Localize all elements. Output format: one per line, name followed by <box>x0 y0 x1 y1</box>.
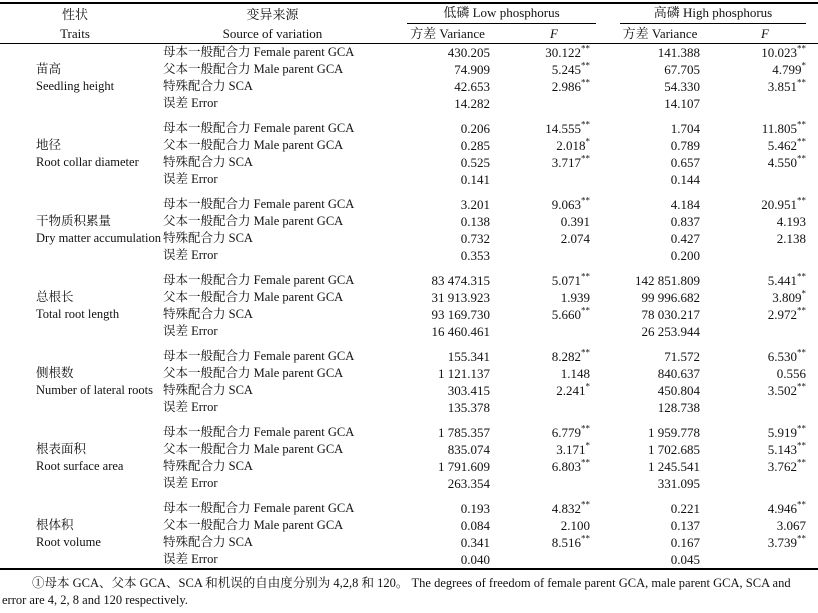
high-f-value: 4.193 <box>776 214 807 229</box>
high-variance-value: 0.144 <box>670 172 700 187</box>
high-variance-value: 331.095 <box>657 476 700 491</box>
source-label: 误差 Error <box>163 248 218 262</box>
significance-mark: ** <box>581 533 590 544</box>
source-label: 父本一般配合力 Male parent GCA <box>163 62 344 76</box>
trait-name-zh: 总根长 <box>36 290 74 304</box>
low-variance-value: 0.285 <box>460 138 490 153</box>
low-variance-value: 1 791.609 <box>438 459 490 474</box>
significance-mark: ** <box>581 119 590 130</box>
source-label: 误差 Error <box>163 172 218 186</box>
low-f-value: 1.939 <box>560 290 590 305</box>
high-variance-value: 142 851.809 <box>635 273 700 288</box>
significance-mark: ** <box>797 381 807 392</box>
high-phosphorus-group-header <box>608 3 818 24</box>
significance-mark: * <box>801 60 807 71</box>
table-row <box>0 340 818 365</box>
trait-name-zh: 侧根数 <box>36 366 74 380</box>
low-variance-value: 42.653 <box>454 79 490 94</box>
high-f-value <box>712 399 818 416</box>
trait-group <box>0 188 818 264</box>
low-variance-value: 0.138 <box>460 214 490 229</box>
source-label: 母本一般配合力 Female parent GCA <box>163 501 355 515</box>
low-variance-value: 155.341 <box>447 349 490 364</box>
low-variance-value: 835.074 <box>447 442 490 457</box>
high-variance-value: 71.572 <box>664 349 700 364</box>
trait-name-zh: 苗高 <box>36 62 62 76</box>
trait-group <box>0 264 818 340</box>
high-f-value <box>712 247 818 264</box>
low-f-value: 2.100 <box>560 518 590 533</box>
header-row-groups <box>0 3 818 24</box>
high-variance-value: 450.804 <box>657 383 700 398</box>
low-variance-value: 135.378 <box>447 400 490 415</box>
significance-mark: ** <box>581 153 590 164</box>
trait-name-en: Dry matter accumulation <box>36 231 161 245</box>
low-variance-value: 1 785.357 <box>438 425 490 440</box>
high-variance-value: 141.388 <box>657 45 700 60</box>
high-variance-value: 0.657 <box>670 155 700 170</box>
high-phosphorus-label: 高磷 High phosphorus <box>620 4 806 24</box>
low-variance-value: 0.141 <box>460 172 490 187</box>
high-variance-value: 1.704 <box>670 121 700 136</box>
table-row <box>0 44 818 62</box>
source-column-header <box>150 3 395 44</box>
trait-group <box>0 112 818 188</box>
high-variance-value: 0.137 <box>670 518 700 533</box>
high-f-value: 2.138 <box>776 231 807 246</box>
trait-name-en: Seedling height <box>36 79 115 93</box>
high-variance-value: 0.167 <box>670 535 700 550</box>
low-variance-value: 74.909 <box>454 62 490 77</box>
significance-mark: ** <box>797 136 807 147</box>
high-f-value: 5.143** <box>767 440 807 457</box>
source-header-zh: 变异来源 <box>246 6 299 22</box>
traits-column-header <box>0 3 150 44</box>
high-variance-value: 26 253.944 <box>641 324 700 339</box>
high-variance-value: 1 245.541 <box>648 459 700 474</box>
low-f-value <box>500 323 608 340</box>
trait-group <box>0 416 818 492</box>
trait-label <box>0 44 150 113</box>
significance-mark: ** <box>797 457 807 468</box>
source-label: 父本一般配合力 Male parent GCA <box>163 214 344 228</box>
high-f-value <box>712 323 818 340</box>
low-f-value: 9.063** <box>551 195 590 212</box>
table-row <box>0 188 818 213</box>
trait-name-en: Total root length <box>36 307 120 321</box>
source-label: 误差 Error <box>163 476 218 490</box>
low-variance-value: 0.353 <box>460 248 490 263</box>
trait-label <box>0 416 150 492</box>
significance-mark: ** <box>797 77 807 88</box>
high-f-value: 10.023** <box>761 43 807 60</box>
trait-group <box>0 492 818 569</box>
high-variance-value: 4.184 <box>670 197 700 212</box>
low-variance-value: 3.201 <box>460 197 490 212</box>
trait-name-en: Root volume <box>36 535 101 549</box>
high-variance-value: 0.200 <box>670 248 700 263</box>
source-label: 特殊配合力 SCA <box>163 383 253 397</box>
low-f-value: 2.241* <box>556 381 590 398</box>
high-f-value <box>712 171 818 188</box>
low-variance-value: 0.525 <box>460 155 490 170</box>
trait-label <box>0 188 161 264</box>
low-f-value <box>500 551 608 569</box>
trait-label <box>0 340 153 416</box>
low-variance-value: 0.040 <box>460 552 490 567</box>
high-variance-value: 0.789 <box>670 138 700 153</box>
trait-name-en: Number of lateral roots <box>36 383 153 397</box>
trait-name-en: Root collar diameter <box>36 155 139 169</box>
significance-mark: ** <box>581 423 590 434</box>
trait-name-zh: 根表面积 <box>36 442 87 456</box>
high-f-value: 4.946** <box>767 499 807 516</box>
low-f-value: 2.074 <box>560 231 590 246</box>
low-phosphorus-group-header <box>395 3 608 24</box>
high-variance-value: 0.837 <box>670 214 700 229</box>
significance-mark: * <box>585 440 590 451</box>
low-f-value: 30.122** <box>545 43 590 60</box>
source-label: 误差 Error <box>163 400 218 414</box>
low-f-value: 5.245** <box>551 60 590 77</box>
high-variance-value: 0.045 <box>670 552 700 567</box>
source-label: 母本一般配合力 Female parent GCA <box>163 121 355 135</box>
high-variance-header: 方差 Variance <box>608 24 712 44</box>
trait-name-zh: 干物质积累量 <box>36 214 112 228</box>
trait-group <box>0 44 818 113</box>
source-label: 特殊配合力 SCA <box>163 155 253 169</box>
high-f-value: 2.972** <box>767 305 807 322</box>
low-variance-value: 303.415 <box>447 383 490 398</box>
high-variance-value: 67.705 <box>664 62 700 77</box>
low-f-value: 3.171* <box>556 440 590 457</box>
source-label: 父本一般配合力 Male parent GCA <box>163 290 344 304</box>
low-variance-value: 0.084 <box>460 518 490 533</box>
high-f-value: 0.556 <box>776 366 807 381</box>
significance-mark: ** <box>797 305 807 316</box>
significance-mark: ** <box>797 533 807 544</box>
low-f-value: 1.148 <box>560 366 590 381</box>
significance-mark: ** <box>797 119 807 130</box>
high-f-value: 3.067 <box>776 518 807 533</box>
high-variance-value: 1 702.685 <box>648 442 700 457</box>
significance-mark: ** <box>581 43 590 54</box>
high-f-value: 3.762** <box>767 457 807 474</box>
source-label: 误差 Error <box>163 324 218 338</box>
high-f-value: 6.530** <box>767 347 807 364</box>
significance-mark: ** <box>797 347 807 358</box>
low-phosphorus-label: 低磷 Low phosphorus <box>407 4 596 24</box>
low-variance-value: 0.341 <box>460 535 490 550</box>
high-variance-value: 0.221 <box>670 501 700 516</box>
table-header <box>0 3 818 44</box>
low-f-value: 8.282** <box>551 347 590 364</box>
low-f-value <box>500 475 608 492</box>
source-label: 误差 Error <box>163 552 218 566</box>
source-label: 母本一般配合力 Female parent GCA <box>163 349 355 363</box>
high-f-value: 4.550** <box>767 153 807 170</box>
low-f-value: 5.660** <box>551 305 590 322</box>
source-label: 父本一般配合力 Male parent GCA <box>163 366 344 380</box>
significance-mark: ** <box>581 305 590 316</box>
significance-mark: ** <box>797 43 807 54</box>
trait-group <box>0 340 818 416</box>
low-variance-value: 93 169.730 <box>431 307 490 322</box>
high-variance-value: 99 996.682 <box>641 290 700 305</box>
low-f-value: 14.555** <box>545 119 590 136</box>
low-variance-value: 263.354 <box>447 476 490 491</box>
high-variance-value: 128.738 <box>657 400 700 415</box>
trait-name-en: Root surface area <box>36 459 124 473</box>
low-f-value: 6.779** <box>551 423 590 440</box>
low-f-header: F <box>500 24 608 44</box>
high-f-value: 4.799* <box>772 60 807 77</box>
source-header-en: Source of variation <box>222 25 323 41</box>
high-variance-value: 78 030.217 <box>641 307 700 322</box>
significance-mark: ** <box>797 271 807 282</box>
source-label: 特殊配合力 SCA <box>163 307 253 321</box>
low-f-value <box>500 247 608 264</box>
low-variance-value: 31 913.923 <box>431 290 490 305</box>
low-f-value: 0.391 <box>560 214 590 229</box>
source-label: 特殊配合力 SCA <box>163 231 253 245</box>
high-f-value: 5.919** <box>767 423 807 440</box>
low-f-value: 3.717** <box>551 153 590 170</box>
significance-mark: ** <box>797 153 807 164</box>
high-variance-value: 54.330 <box>664 79 700 94</box>
anova-table <box>0 2 818 570</box>
traits-header-en: Traits <box>60 25 90 41</box>
low-variance-value: 430.205 <box>447 45 490 60</box>
source-label: 父本一般配合力 Male parent GCA <box>163 442 344 456</box>
low-variance-value: 16 460.461 <box>431 324 490 339</box>
high-variance-value: 0.427 <box>670 231 700 246</box>
low-f-value: 8.516** <box>551 533 590 550</box>
traits-header-zh: 性状 <box>61 6 88 22</box>
trait-label <box>0 492 150 569</box>
source-label: 特殊配合力 SCA <box>163 535 253 549</box>
source-label: 母本一般配合力 Female parent GCA <box>163 45 355 59</box>
significance-mark: ** <box>581 499 590 510</box>
trait-name-zh: 根体积 <box>36 518 74 532</box>
trait-label <box>0 112 150 188</box>
high-f-value <box>712 551 818 569</box>
significance-mark: * <box>585 136 590 147</box>
high-f-value: 3.851** <box>767 77 807 94</box>
high-variance-value: 1 959.778 <box>648 425 700 440</box>
low-f-value: 5.071** <box>551 271 590 288</box>
high-variance-value: 840.637 <box>657 366 700 381</box>
trait-label <box>0 264 150 340</box>
source-label: 母本一般配合力 Female parent GCA <box>163 425 355 439</box>
low-variance-header: 方差 Variance <box>395 24 500 44</box>
source-label: 父本一般配合力 Male parent GCA <box>163 518 344 532</box>
low-variance-value: 1 121.137 <box>438 366 490 381</box>
low-variance-value: 14.282 <box>454 96 490 111</box>
source-label: 母本一般配合力 Female parent GCA <box>163 197 355 211</box>
low-f-value: 2.986** <box>551 77 590 94</box>
significance-mark: ** <box>797 195 807 206</box>
high-f-value: 3.502** <box>767 381 807 398</box>
significance-mark: ** <box>581 77 590 88</box>
significance-mark: ** <box>581 271 590 282</box>
low-variance-value: 83 474.315 <box>431 273 490 288</box>
low-f-value <box>500 399 608 416</box>
footnote: ①母本 GCA、父本 GCA、SCA 和机误的自由度分别为 4,2,8 和 120。 The degrees of freedom of female parent GCA, male parent GCA, SCA and error are 4, 2, 8 and 120 respectively. <box>2 576 791 607</box>
low-variance-value: 0.206 <box>460 121 490 136</box>
low-f-value <box>500 171 608 188</box>
table-row <box>0 264 818 289</box>
source-label: 特殊配合力 SCA <box>163 79 253 93</box>
significance-mark: ** <box>581 347 590 358</box>
high-f-value: 3.739** <box>767 533 807 550</box>
low-variance-value: 0.193 <box>460 501 490 516</box>
high-f-value: 3.809* <box>772 288 807 305</box>
source-label: 母本一般配合力 Female parent GCA <box>163 273 355 287</box>
low-f-value: 2.018* <box>556 136 590 153</box>
significance-mark: * <box>801 288 807 299</box>
source-label: 父本一般配合力 Male parent GCA <box>163 138 344 152</box>
significance-mark: ** <box>581 457 590 468</box>
high-f-value <box>712 95 818 112</box>
high-f-value: 11.805** <box>761 119 807 136</box>
table-row <box>0 112 818 137</box>
low-f-value: 6.803** <box>551 457 590 474</box>
high-f-value: 20.951** <box>761 195 807 212</box>
source-label: 特殊配合力 SCA <box>163 459 253 473</box>
significance-mark: * <box>585 381 590 392</box>
table-row <box>0 416 818 441</box>
high-f-value: 5.462** <box>767 136 807 153</box>
low-f-value: 4.832** <box>551 499 590 516</box>
significance-mark: ** <box>797 499 807 510</box>
source-label: 误差 Error <box>163 96 218 110</box>
significance-mark: ** <box>581 195 590 206</box>
significance-mark: ** <box>581 60 590 71</box>
high-f-header: F <box>712 24 818 44</box>
low-f-value <box>500 95 608 112</box>
significance-mark: ** <box>797 423 807 434</box>
high-f-value: 5.441** <box>767 271 807 288</box>
table-row <box>0 492 818 517</box>
high-variance-value: 14.107 <box>664 96 700 111</box>
trait-name-zh: 地径 <box>36 138 62 152</box>
significance-mark: ** <box>797 440 807 451</box>
low-variance-value: 0.732 <box>460 231 490 246</box>
high-f-value <box>712 475 818 492</box>
